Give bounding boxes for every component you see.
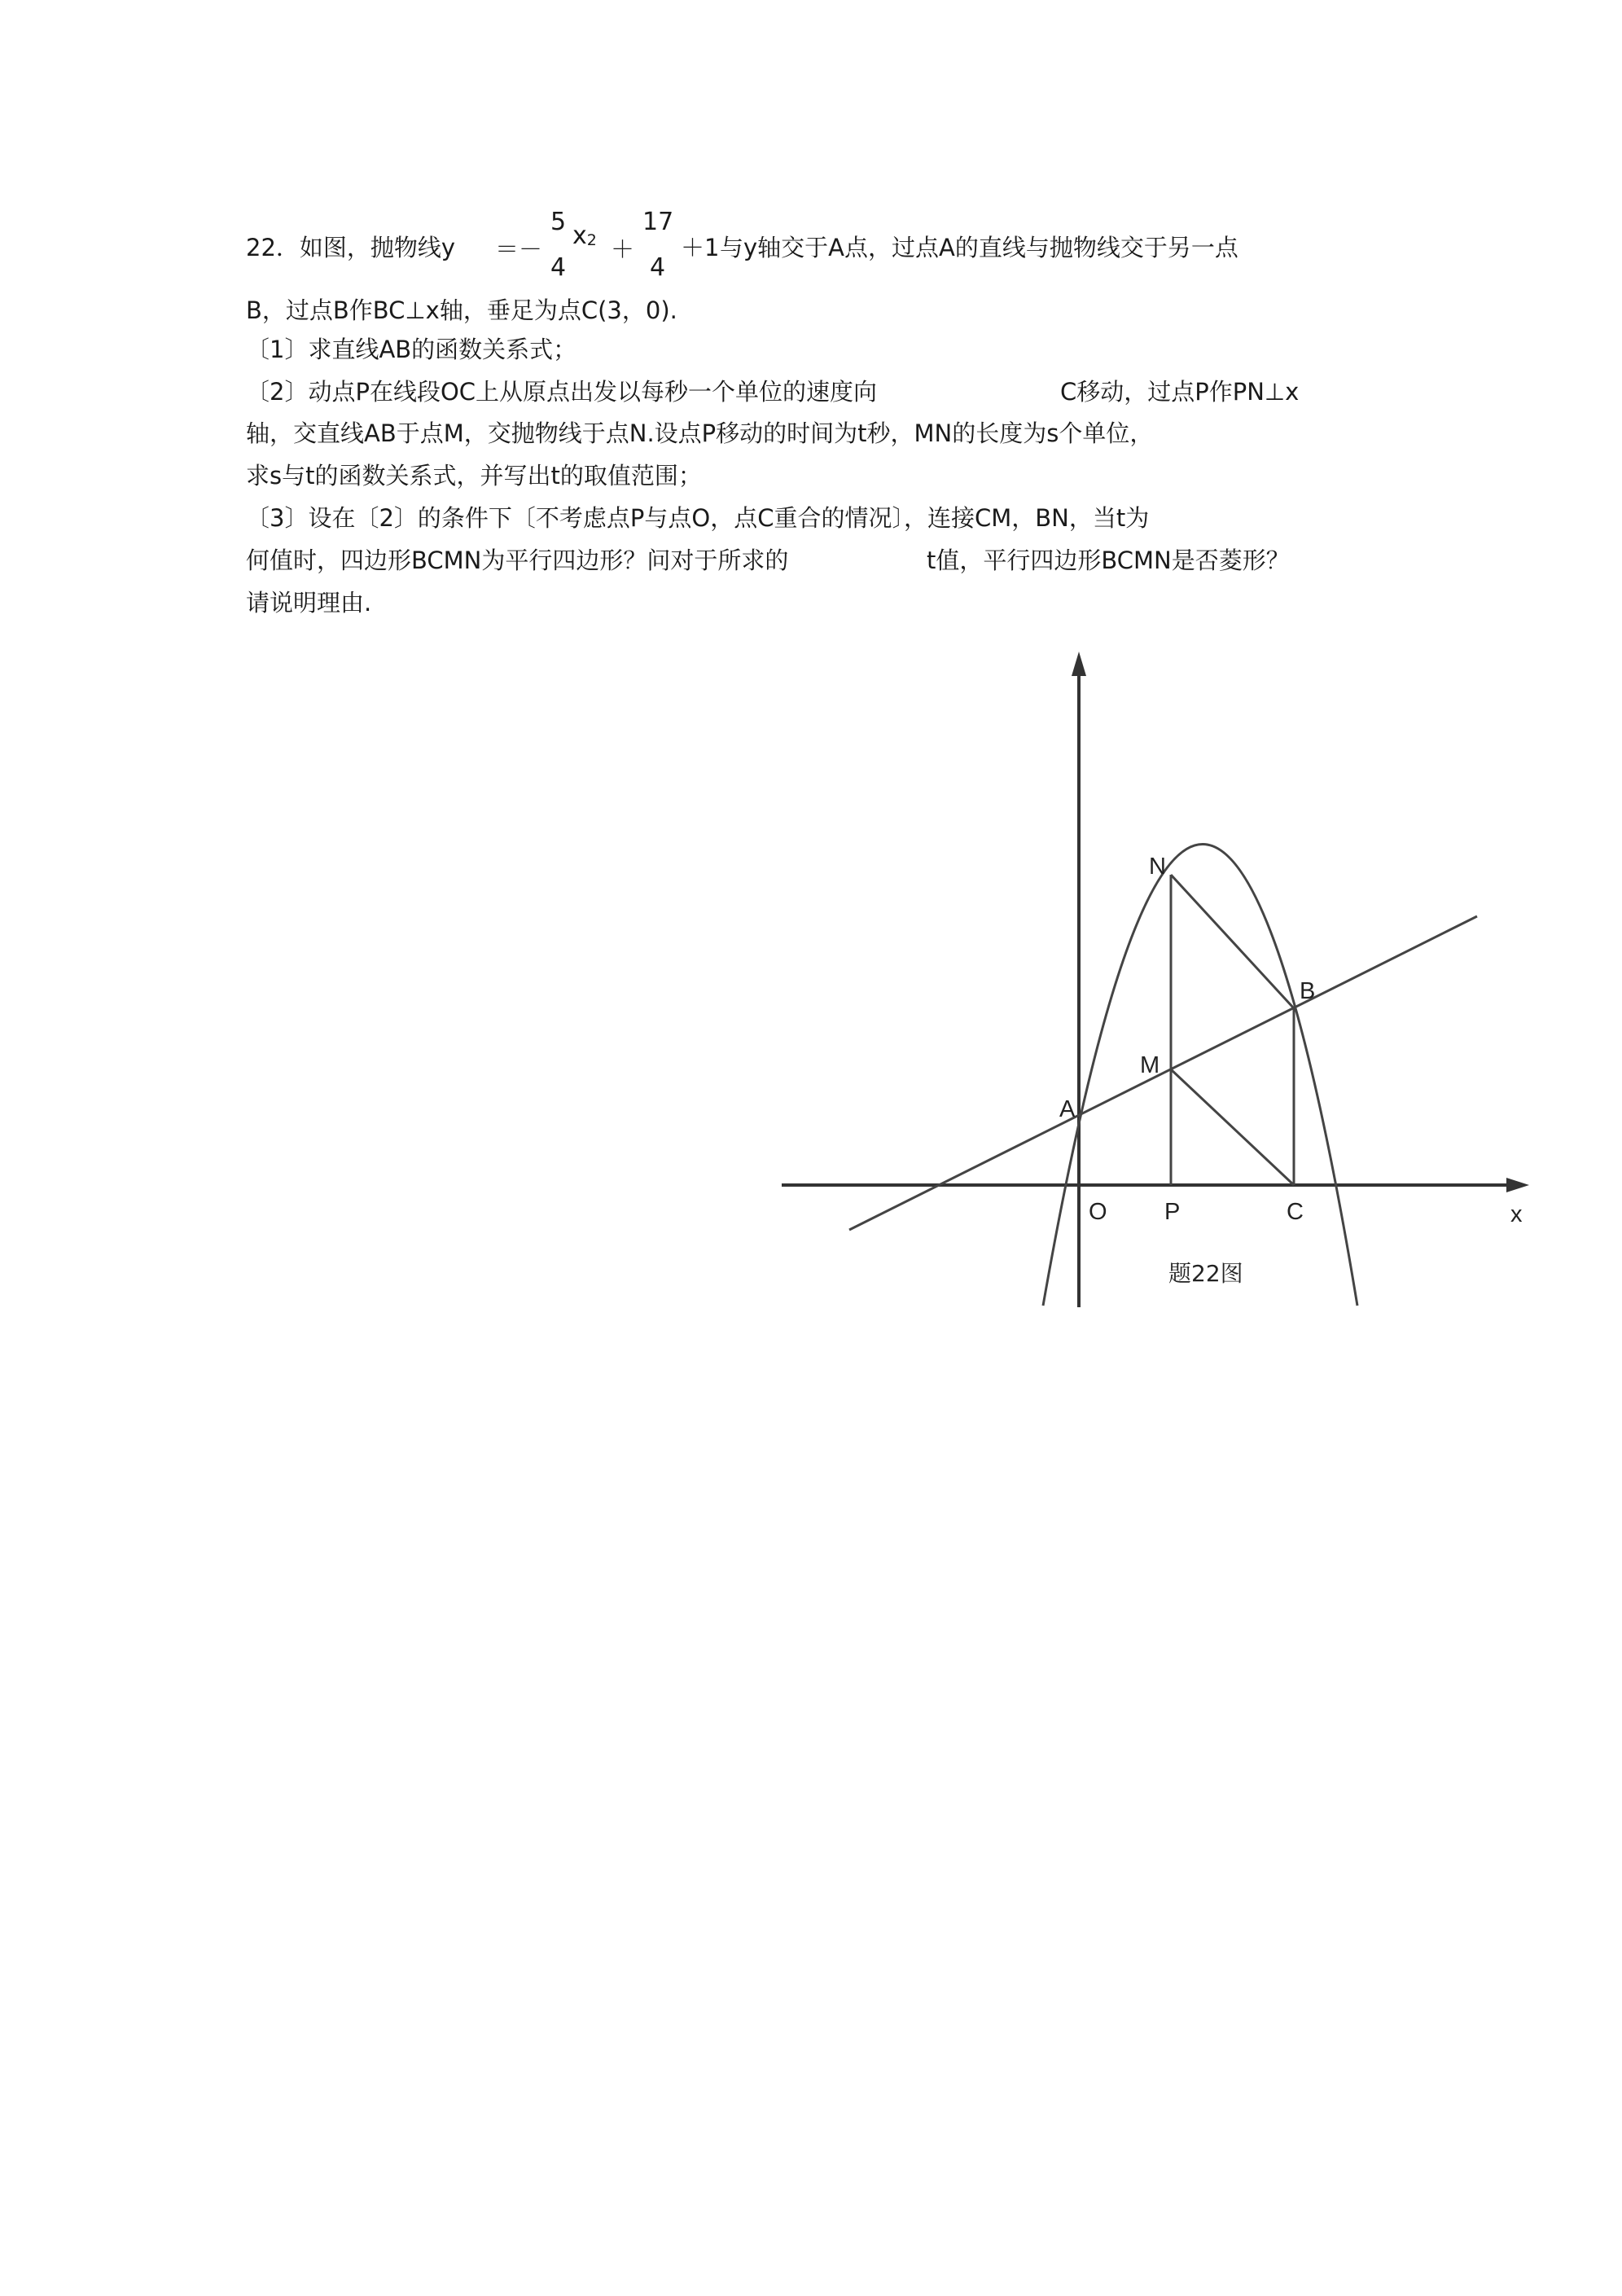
label-a: A — [1059, 1096, 1076, 1122]
question-3-line-3: 请说明理由. — [246, 589, 372, 617]
question-3-line-2b: t值，平行四边形BCMN是否菱形？ — [927, 547, 1290, 574]
label-n: N — [1149, 854, 1166, 880]
figure-caption: 题22图 — [1168, 1260, 1243, 1287]
y-axis-arrow — [1072, 652, 1086, 676]
fraction-2-numerator: 17 — [642, 208, 674, 236]
equals-minus-sign: ＝－ — [495, 235, 543, 263]
parabola — [1043, 845, 1357, 1306]
question-3-line-2a: 何值时，四边形BCMN为平行四边形？问对于所求的 — [246, 547, 789, 574]
plus-one: ＋1 — [681, 234, 720, 261]
x-variable: x — [572, 222, 587, 250]
plus-sign-1: ＋ — [611, 235, 635, 263]
label-o: O — [1089, 1199, 1107, 1225]
label-p: P — [1164, 1199, 1181, 1225]
question-3-line-1: 〔3〕设在〔2〕的条件下〔不考虑点P与点O，点C重合的情况〕，连接CM，BN，当t为 — [246, 504, 1150, 532]
label-m: M — [1140, 1052, 1160, 1078]
x-axis-arrow — [1506, 1178, 1529, 1192]
problem-line-1-prefix: 22．如图，抛物线y — [246, 234, 456, 261]
label-c: C — [1287, 1199, 1304, 1225]
fraction-1-denominator: 4 — [550, 253, 567, 282]
question-1: 〔1〕求直线AB的函数关系式； — [246, 336, 577, 363]
question-2-line-3: 求s与t的函数关系式，并写出t的取值范围； — [246, 462, 702, 489]
fraction-2-denominator: 4 — [650, 253, 666, 282]
segment-mc — [1171, 1069, 1294, 1185]
question-2-line-2: 轴，交直线AB于点M，交抛物线于点N.设点P移动的时间为t秒，MN的长度为s个单位， — [246, 419, 1154, 447]
label-b: B — [1300, 978, 1316, 1004]
problem-line-1-suffix: 与y轴交于A点，过点A的直线与抛物线交于另一点 — [720, 234, 1238, 261]
x-exponent: 2 — [586, 231, 597, 249]
line-ab — [849, 916, 1477, 1230]
question-2-line-a: 〔2〕动点P在线段OC上从原点出发以每秒一个单位的速度向 — [246, 378, 878, 406]
problem-line-2: B，过点B作BC⊥x轴，垂足为点C(3，0). — [246, 296, 677, 324]
question-2-line-b: C移动，过点P作PN⊥x — [1060, 378, 1300, 406]
fraction-1-numerator: 5 — [550, 208, 567, 236]
label-x: x — [1510, 1201, 1523, 1227]
